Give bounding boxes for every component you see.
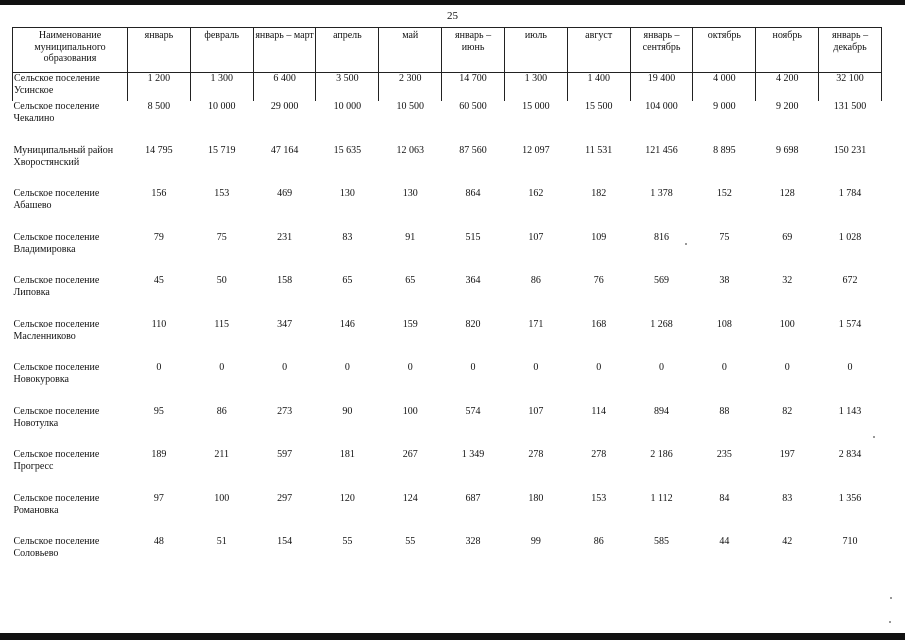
row-value: 1 143 xyxy=(838,405,862,417)
row-value: 79 xyxy=(153,231,164,243)
row-value: 864 xyxy=(465,188,481,199)
row-value: 267 xyxy=(402,449,418,460)
row-value: 115 xyxy=(214,318,230,330)
table-header-row xyxy=(13,28,882,73)
row-value: 328 xyxy=(465,536,481,547)
row-value: 347 xyxy=(277,318,293,330)
row-value: 29 000 xyxy=(270,101,299,112)
row-value: 1 300 xyxy=(190,73,253,102)
row-value: 816 xyxy=(654,231,670,243)
row-value: 469 xyxy=(277,188,293,199)
row-value: 1 268 xyxy=(650,318,673,330)
row-value: 95 xyxy=(153,405,164,417)
row-value: 107 xyxy=(528,231,544,243)
row-value: 14 795 xyxy=(145,144,173,156)
row-value: 75 xyxy=(216,231,227,243)
row-value: 32 xyxy=(782,275,793,286)
row-value: 158 xyxy=(277,275,293,286)
row-value: 9 200 xyxy=(775,101,799,112)
row-name: Сельское поселение Владимировка xyxy=(13,231,100,255)
row-value: 0 xyxy=(721,362,727,373)
row-name: Сельское поселение Новотулка xyxy=(13,405,100,429)
row-value: 69 xyxy=(782,231,793,243)
header-name: Наименование муниципального образования xyxy=(13,28,128,73)
row-name: Сельское поселение Чекалино xyxy=(13,101,100,124)
top-border-bar xyxy=(0,0,905,5)
header-month: апрель xyxy=(316,28,379,73)
row-value: 86 xyxy=(216,405,227,417)
row-value: 0 xyxy=(784,362,790,373)
row-value: 82 xyxy=(782,405,793,417)
header-month: январь xyxy=(128,28,191,73)
header-month: январь – март xyxy=(253,28,316,73)
row-value: 150 231 xyxy=(833,144,867,156)
row-value: 83 xyxy=(342,231,353,243)
row-value: 0 xyxy=(344,362,350,373)
row-value: 88 xyxy=(719,405,730,417)
row-value: 86 xyxy=(530,275,541,286)
row-value: 2 186 xyxy=(650,449,673,460)
scan-speck xyxy=(890,597,892,599)
row-value: 100 xyxy=(214,492,230,504)
row-value: 2 300 xyxy=(379,73,442,102)
row-value: 60 500 xyxy=(459,101,487,112)
row-value: 364 xyxy=(465,275,481,286)
table-row xyxy=(13,275,882,319)
row-value: 15 500 xyxy=(584,101,613,112)
row-value: 159 xyxy=(402,318,418,330)
row-value: 110 xyxy=(151,318,167,330)
header-month: январь – сентябрь xyxy=(630,28,693,73)
row-value: 0 xyxy=(219,362,225,373)
row-value: 1 356 xyxy=(838,492,862,504)
row-value: 91 xyxy=(405,231,416,243)
row-value: 45 xyxy=(153,275,164,286)
row-value: 278 xyxy=(528,449,544,460)
row-value: 42 xyxy=(782,536,793,547)
row-value: 11 531 xyxy=(585,144,613,156)
row-value: 4 000 xyxy=(693,73,756,102)
bottom-border-bar xyxy=(0,633,905,640)
row-value: 1 112 xyxy=(650,492,673,504)
row-value: 15 635 xyxy=(333,144,362,156)
row-value: 273 xyxy=(277,405,293,417)
table-row xyxy=(13,362,882,406)
row-value: 128 xyxy=(779,188,795,199)
row-value: 182 xyxy=(591,188,607,199)
table-row xyxy=(13,73,882,102)
header-month: май xyxy=(379,28,442,73)
row-value: 235 xyxy=(716,449,732,460)
row-value: 1 028 xyxy=(838,231,862,243)
row-value: 15 000 xyxy=(522,101,550,112)
row-value: 231 xyxy=(277,231,293,243)
scan-speck xyxy=(685,243,687,245)
row-value: 131 500 xyxy=(833,101,867,112)
row-value: 687 xyxy=(465,492,481,504)
row-value: 1 300 xyxy=(504,73,567,102)
row-value: 820 xyxy=(465,318,481,330)
row-value: 87 560 xyxy=(459,144,487,156)
row-value: 152 xyxy=(716,188,732,199)
row-value: 297 xyxy=(277,492,293,504)
table-row xyxy=(13,101,882,145)
row-value: 121 456 xyxy=(645,144,678,156)
row-value: 574 xyxy=(465,405,481,417)
row-name: Сельское поселение Прогресс xyxy=(13,449,100,472)
row-value: 171 xyxy=(528,318,544,330)
row-value: 86 xyxy=(593,536,604,547)
row-value: 84 xyxy=(719,492,730,504)
row-value: 109 xyxy=(591,231,607,243)
header-month: ноябрь xyxy=(756,28,819,73)
row-value: 894 xyxy=(654,405,670,417)
row-value: 6 400 xyxy=(253,73,316,102)
row-value: 12 063 xyxy=(396,144,424,156)
row-value: 154 xyxy=(277,536,293,547)
row-value: 120 xyxy=(339,492,355,504)
row-value: 65 xyxy=(405,275,416,286)
row-value: 76 xyxy=(593,275,604,286)
row-value: 97 xyxy=(153,492,164,504)
row-value: 8 895 xyxy=(713,144,736,156)
row-name: Сельское поселение Абашево xyxy=(13,188,100,211)
row-value: 153 xyxy=(591,492,607,504)
row-value: 51 xyxy=(216,536,227,547)
row-value: 168 xyxy=(591,318,607,330)
row-value: 130 xyxy=(339,188,355,199)
row-value: 278 xyxy=(591,449,607,460)
row-value: 0 xyxy=(533,362,539,373)
header-month: февраль xyxy=(190,28,253,73)
row-value: 83 xyxy=(782,492,793,504)
row-value: 672 xyxy=(842,275,858,286)
row-value: 100 xyxy=(779,318,795,330)
row-name: Сельское поселение Липовка xyxy=(13,275,100,298)
row-value: 108 xyxy=(716,318,732,330)
row-value: 0 xyxy=(282,362,288,373)
table-row xyxy=(13,536,882,580)
row-value: 32 100 xyxy=(819,73,882,102)
row-name: Сельское поселение Масленниково xyxy=(13,318,100,342)
row-value: 114 xyxy=(591,405,607,417)
row-value: 197 xyxy=(779,449,795,460)
row-value: 50 xyxy=(216,275,227,286)
row-value: 153 xyxy=(214,188,230,199)
row-value: 130 xyxy=(402,188,418,199)
row-value: 9 000 xyxy=(713,101,736,112)
row-value: 10 500 xyxy=(396,101,424,112)
row-value: 55 xyxy=(342,536,353,547)
row-value: 48 xyxy=(153,536,164,547)
row-value: 180 xyxy=(528,492,544,504)
row-value: 1 784 xyxy=(838,188,862,199)
row-value: 597 xyxy=(277,449,293,460)
table-row xyxy=(13,188,882,232)
row-value: 38 xyxy=(719,275,730,286)
table-row xyxy=(13,145,882,189)
row-value: 19 400 xyxy=(630,73,693,102)
row-value: 1 574 xyxy=(838,318,862,330)
table-body xyxy=(13,73,882,580)
row-value: 10 000 xyxy=(333,101,362,112)
row-value: 211 xyxy=(214,449,230,460)
row-value: 189 xyxy=(151,449,167,460)
row-value: 1 400 xyxy=(567,73,630,102)
row-value: 0 xyxy=(407,362,413,373)
row-value: 104 000 xyxy=(645,101,678,112)
row-value: 107 xyxy=(528,405,544,417)
row-value: 12 097 xyxy=(522,144,550,156)
row-value: 4 200 xyxy=(756,73,819,102)
row-value: 2 834 xyxy=(838,449,862,460)
row-name: Сельское поселение Соловьево xyxy=(13,536,100,559)
table-row xyxy=(13,406,882,450)
table-row xyxy=(13,493,882,537)
row-value: 15 719 xyxy=(207,144,236,156)
row-value: 0 xyxy=(470,362,476,373)
row-value: 10 000 xyxy=(207,101,236,112)
header-month: октябрь xyxy=(693,28,756,73)
row-value: 44 xyxy=(719,536,730,547)
row-value: 55 xyxy=(405,536,416,547)
row-value: 124 xyxy=(402,492,418,504)
row-value: 710 xyxy=(842,536,858,547)
row-value: 65 xyxy=(342,275,353,286)
scan-speck xyxy=(873,436,875,438)
row-value: 8 500 xyxy=(147,101,171,112)
row-value: 162 xyxy=(528,188,544,199)
row-value: 9 698 xyxy=(775,144,799,156)
row-value: 0 xyxy=(156,362,162,373)
header-month: январь – июнь xyxy=(442,28,505,73)
table-row xyxy=(13,449,882,493)
row-value: 1 200 xyxy=(128,73,191,102)
row-value: 146 xyxy=(339,318,355,330)
row-value: 1 349 xyxy=(461,449,485,460)
row-value: 156 xyxy=(151,188,167,199)
header-month: август xyxy=(567,28,630,73)
row-value: 90 xyxy=(342,405,353,417)
row-name: Сельское поселение Новокуровка xyxy=(13,362,100,385)
row-name: Муниципальный район Хворостянский xyxy=(13,144,114,168)
row-value: 181 xyxy=(339,449,355,460)
row-value: 75 xyxy=(719,231,730,243)
row-value: 515 xyxy=(465,231,481,243)
row-value: 585 xyxy=(654,536,670,547)
table-row xyxy=(13,319,882,363)
row-value: 1 378 xyxy=(650,188,673,199)
row-value: 14 700 xyxy=(442,73,505,102)
row-value: 0 xyxy=(659,362,665,373)
row-value: 47 164 xyxy=(270,144,299,156)
table-row xyxy=(13,232,882,276)
header-month: январь – декабрь xyxy=(819,28,882,73)
scan-speck xyxy=(889,621,891,623)
row-value: 0 xyxy=(596,362,602,373)
row-value: 569 xyxy=(654,275,670,286)
row-value: 3 500 xyxy=(316,73,379,102)
data-table xyxy=(12,27,882,580)
row-name: Сельское поселение Усинское xyxy=(13,73,128,102)
row-value: 0 xyxy=(847,362,853,373)
row-value: 99 xyxy=(530,536,541,547)
row-value: 100 xyxy=(402,405,418,417)
row-name: Сельское поселение Романовка xyxy=(13,492,100,516)
header-month: июль xyxy=(504,28,567,73)
page-number: 25 xyxy=(447,10,458,22)
